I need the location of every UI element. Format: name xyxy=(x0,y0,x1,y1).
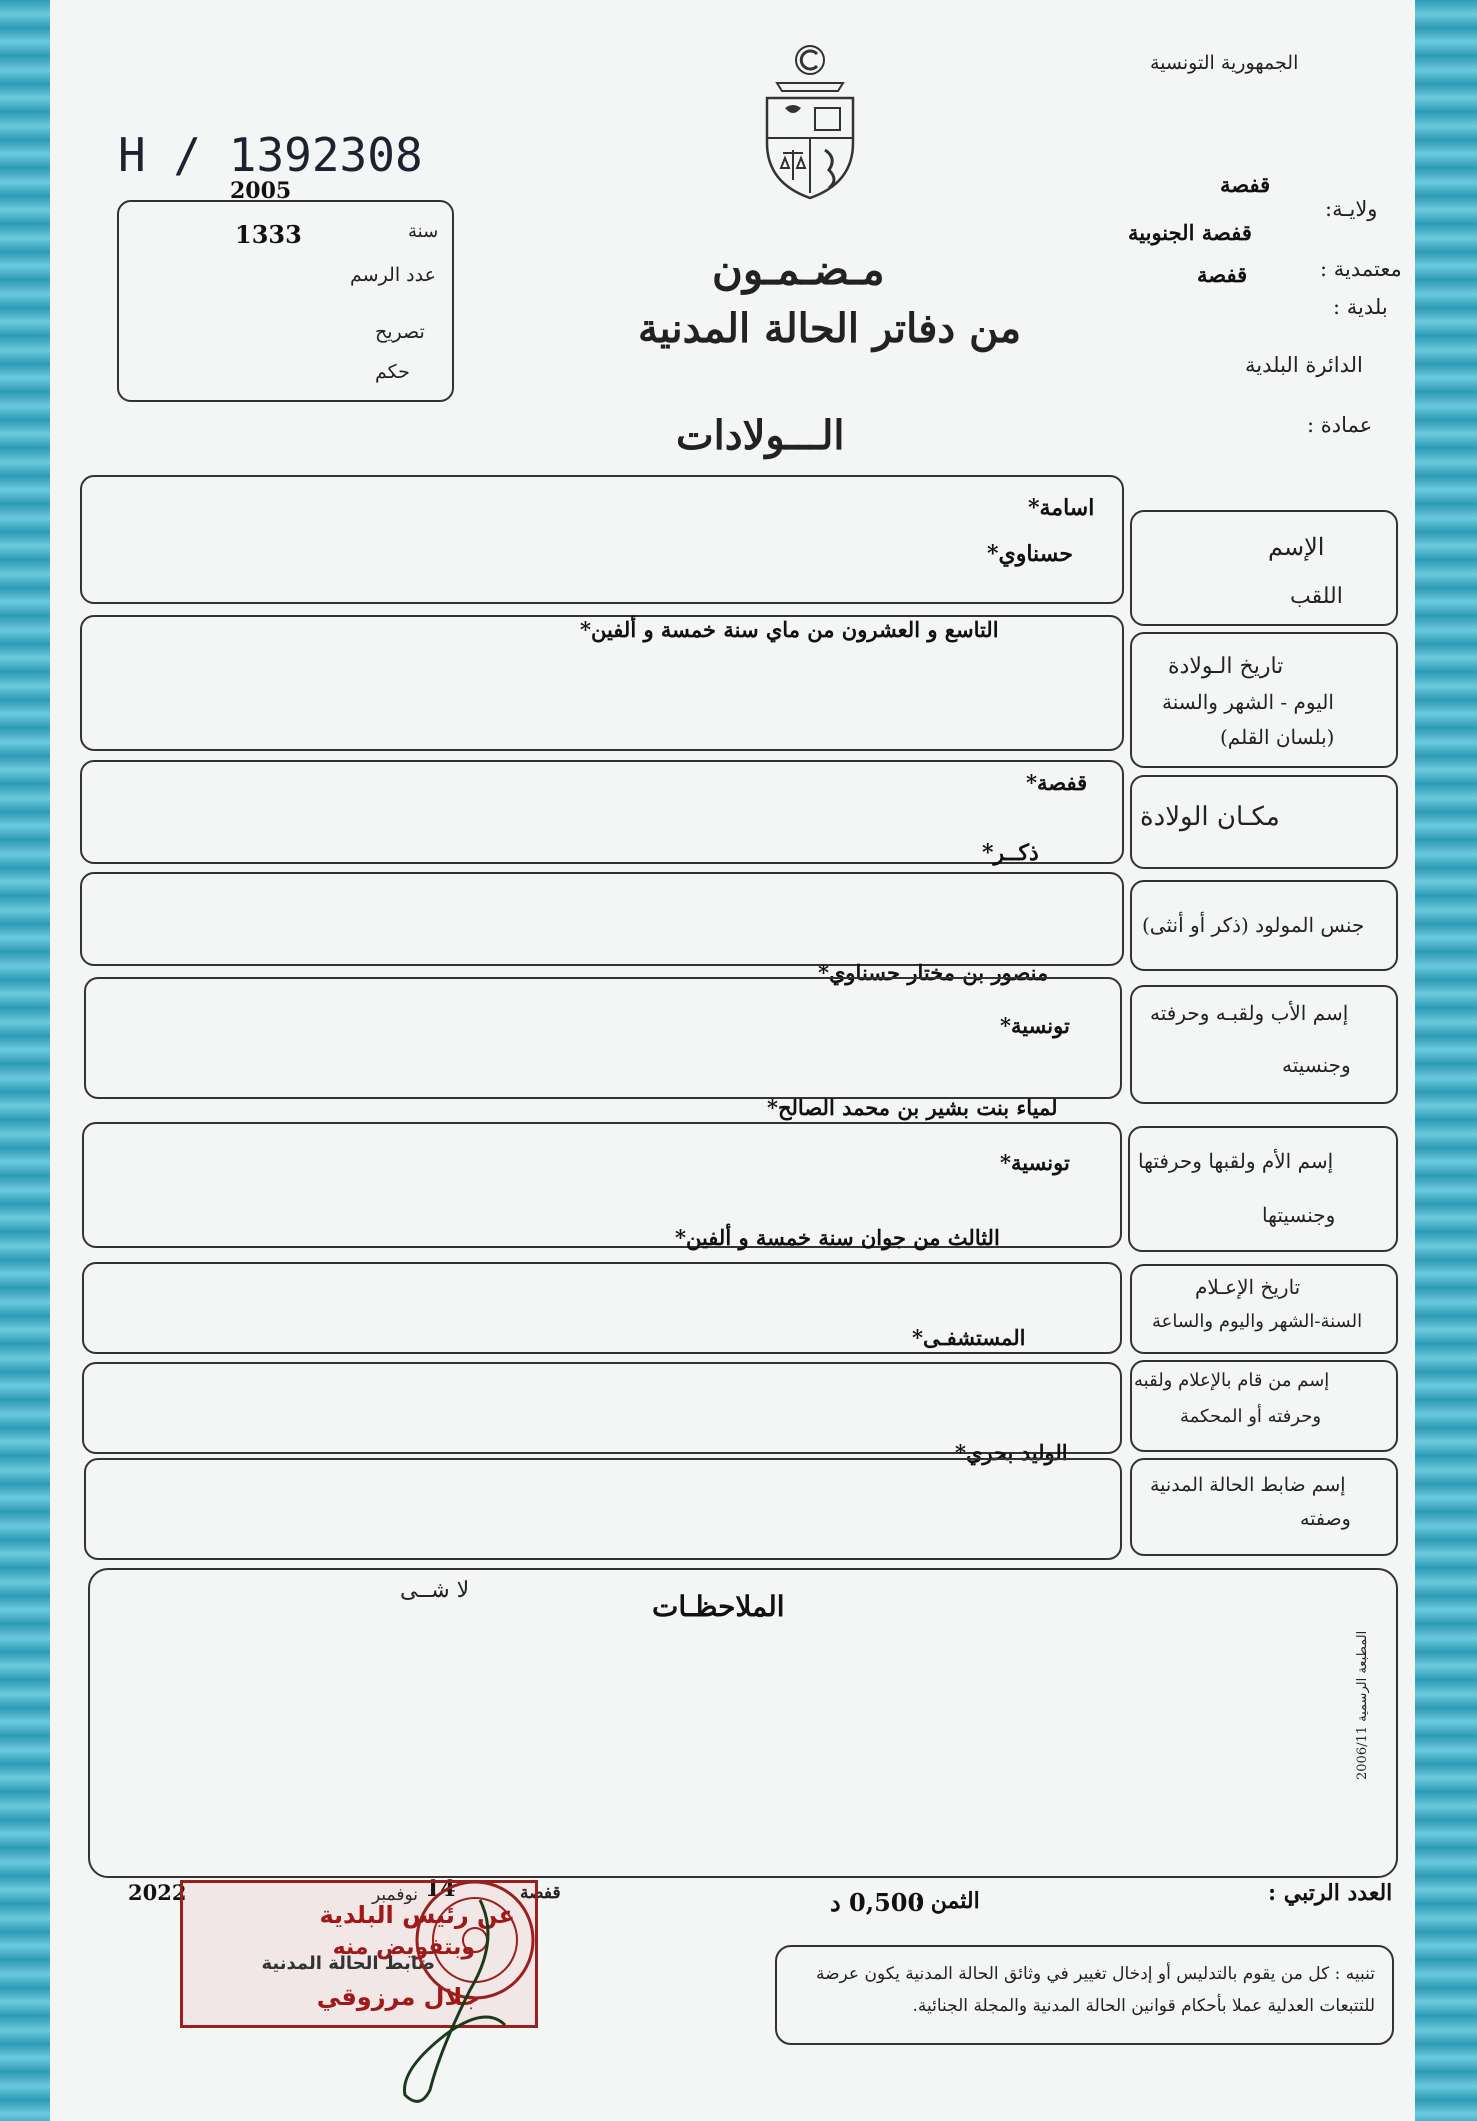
title-line-1: مـضـمـون xyxy=(712,245,885,294)
notes-title: الملاحظـات xyxy=(652,1590,785,1623)
record-year-label: سنة xyxy=(408,221,439,242)
label-declaration-date-format: السنة-الشهر واليوم والساعة xyxy=(1152,1311,1363,1332)
baladia-label: بلدية : xyxy=(1333,295,1388,319)
label-declaration-date: تاريخ الإعـلام xyxy=(1195,1275,1301,1299)
label-birth-date-words: (بلسان القلم) xyxy=(1220,725,1335,749)
daira-label: الدائرة البلدية xyxy=(1245,353,1363,377)
label-gender: جنس المولود (ذكر أو أنثى) xyxy=(1142,913,1365,937)
side-printer-code: المطبعة الرسمية 2006/11 xyxy=(1355,1630,1370,1780)
label-officer: إسم ضابط الحالة المدنية xyxy=(1150,1474,1346,1496)
label-first-name: الإسم xyxy=(1268,533,1325,561)
value-box-birth-place xyxy=(80,760,1124,864)
label-officer-title: وصفته xyxy=(1300,1508,1351,1530)
label-birth-date: تاريخ الـولادة xyxy=(1168,654,1284,679)
stamp-line-1: عن رئيس البلدية xyxy=(319,1901,515,1929)
stamp-line-4: جلال مرزوقي xyxy=(316,1983,480,2011)
value-gender: ذكــر* xyxy=(982,840,1039,866)
title-line-2: من دفاتر الحالة المدنية xyxy=(638,305,1021,352)
value-birth-date: التاسع و العشرون من ماي سنة خمسة و ألفين* xyxy=(580,617,999,642)
wilaya-value: قفصة xyxy=(1220,172,1271,197)
footer-day: 14 xyxy=(425,1876,456,1902)
judgment-label: حكم xyxy=(375,361,410,383)
value-box-gender xyxy=(80,872,1124,966)
value-first-name: اسامة* xyxy=(1028,495,1095,521)
record-number-label: عدد الرسم xyxy=(350,264,436,286)
label-father: إسم الأب ولقبـه وحرفته xyxy=(1150,1001,1349,1025)
record-year-value: 2005 xyxy=(230,178,292,204)
signature-icon xyxy=(370,1890,540,2110)
label-mother-nationality: وجنسيتها xyxy=(1262,1203,1336,1227)
stamp-line-2: وبتفويض منه xyxy=(332,1935,475,1960)
footer-month: نوفمبر xyxy=(372,1885,418,1905)
label-box-name xyxy=(1130,510,1398,626)
record-number-value: 1333 xyxy=(235,220,302,249)
price-label: الثمن : xyxy=(915,1888,980,1914)
value-mother-nationality: تونسية* xyxy=(1000,1150,1070,1175)
value-box-name xyxy=(80,475,1124,604)
republic-header: الجمهورية التونسية xyxy=(1150,52,1299,74)
value-mother-name: لمياء بنت بشير بن محمد الصالح* xyxy=(767,1095,1058,1120)
motamadia-label: معتمدية : xyxy=(1320,257,1402,281)
label-declarant: إسم من قام بالإعلام ولقبه xyxy=(1134,1370,1330,1391)
value-birth-place: قفصة* xyxy=(1026,770,1088,795)
label-surname: اللقب xyxy=(1290,584,1343,609)
label-mother: إسم الأم ولقبها وحرفتها xyxy=(1138,1149,1334,1173)
declaration-label: تصريح xyxy=(375,321,425,343)
baladia-value: قفصة xyxy=(1197,262,1248,287)
legal-notice: تنبيه : كل من يقوم بالتدليس أو إدخال تغيير في وثائق الحالة المدنية يكون عرضة للتتبعات العدلية عملا بأحكام قوانين الحالة المدنية والمجلة الجنائية. xyxy=(816,1964,1375,2016)
value-box-officer xyxy=(84,1458,1122,1560)
footer-place: قفصة xyxy=(520,1883,561,1903)
decorative-border-right xyxy=(1407,0,1477,2121)
label-birth-date-format: اليوم - الشهر والسنة xyxy=(1162,690,1334,714)
imada-label: عمادة : xyxy=(1307,413,1373,437)
value-surname: حسناوي* xyxy=(987,541,1073,567)
serial-order-label: العدد الرتبي : xyxy=(1268,1880,1393,1906)
notes-value: لا شــى xyxy=(400,1578,470,1603)
coat-of-arms-icon xyxy=(755,38,865,203)
value-declaration-date: الثالث من جوان سنة خمسة و ألفين* xyxy=(675,1225,1000,1250)
footer-year: 2022 xyxy=(128,1880,187,1905)
motamadia-value: قفصة الجنوبية xyxy=(1128,220,1252,245)
label-declarant-role: وحرفته أو المحكمة xyxy=(1180,1406,1322,1427)
price-value: 0,500 د xyxy=(830,1888,925,1917)
value-father-nationality: تونسية* xyxy=(1000,1013,1070,1038)
value-box-father xyxy=(84,977,1122,1099)
section-title: الـــولادات xyxy=(676,412,845,459)
stamp-line-3: ضابط الحالة المدنية xyxy=(261,1953,435,1974)
value-officer: الوليد بحري* xyxy=(955,1440,1068,1465)
label-birth-place: مكـان الولادة xyxy=(1140,802,1280,832)
label-father-nationality: وجنسيته xyxy=(1282,1053,1351,1077)
value-declarant: المستشفـى* xyxy=(912,1325,1026,1350)
serial-number: H / 1392308 xyxy=(118,128,423,182)
value-father-name: منصور بن مختار حسناوي* xyxy=(818,960,1049,985)
wilaya-label: ولايـة: xyxy=(1325,197,1378,221)
